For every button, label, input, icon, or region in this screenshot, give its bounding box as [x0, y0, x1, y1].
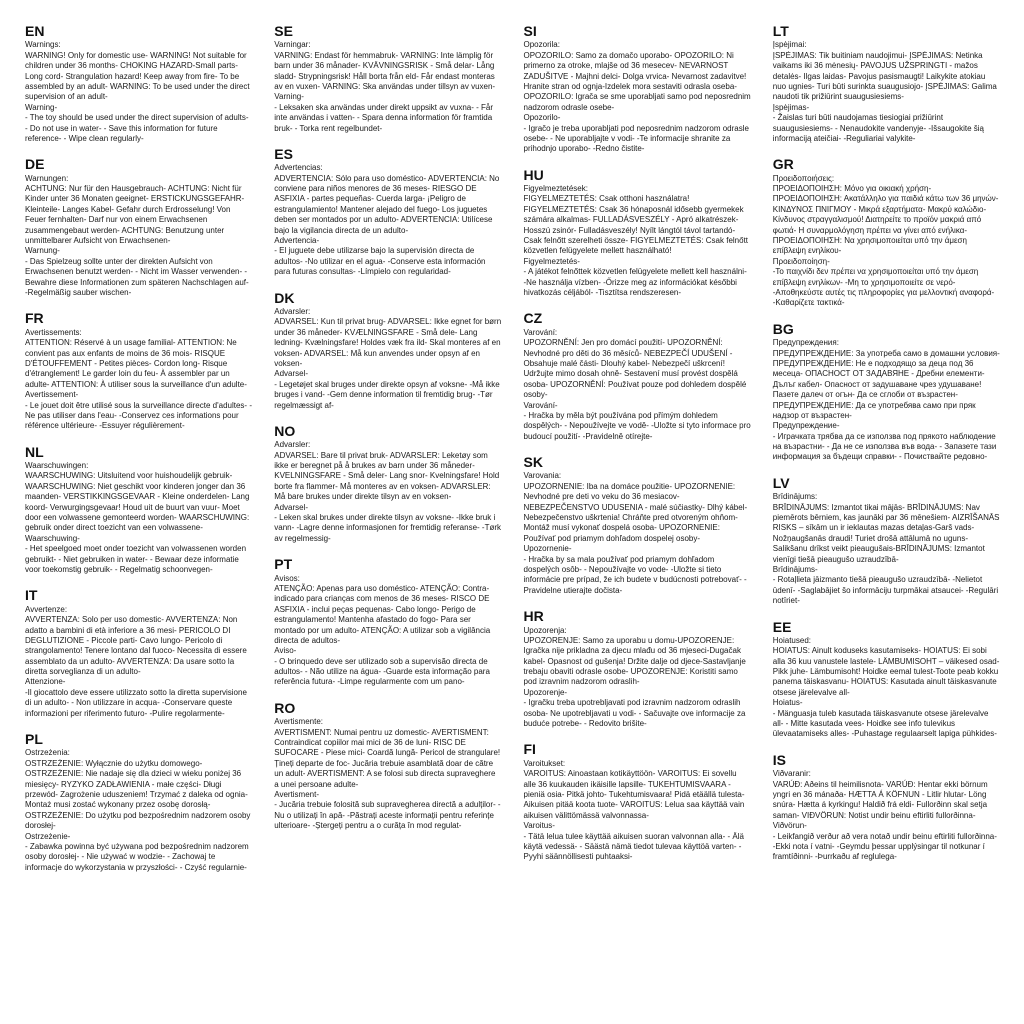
warning-paragraph: - The toy should be used under the direct supervision of adults- - Do not use in water- - Save this information for future reference- - Wipe clean regularly-	[25, 113, 249, 143]
language-section-it	[25, 588, 252, 719]
language-code-label: LT	[772, 23, 789, 39]
warning-paragraph: Aviso-	[274, 646, 297, 656]
language-section-ro	[274, 701, 501, 832]
column-4	[773, 24, 1000, 876]
language-section-is	[773, 753, 1000, 863]
warning-paragraph: WAARSCHUWING: Uitsluitend voor huishoudelijk gebruik- WAARSCHUWING: Niet geschikt voor kinderen jonger dan 36 maanden- VERSTIKKINGSGEVAAR - Kleine onderdelen- Lang koord- Verwurgingsgevaar! Houd uit de buurt van vuur- Moet door een volwassene gemonteerd worden- WAARSCHUWING: gebruik onder direct toezicht van een volwassene-	[25, 471, 250, 533]
language-section-lv	[773, 476, 1000, 607]
warning-paragraph: Warnung-	[25, 246, 60, 256]
section-title: Advertencias:	[274, 163, 323, 173]
language-section-lt	[773, 24, 1000, 144]
language-code-label: NL	[25, 443, 44, 460]
section-title: Varování:	[523, 327, 558, 337]
warning-paragraph: - A játékot felnőttek közvetlen felügyelete mellett kell használni- -Ne használja vízben- -Őrizze meg az információkat későbbi hivatkozás céljából- -Tisztítsa rendszeresen-	[523, 267, 747, 297]
warning-paragraph: AVERTISMENT: Numai pentru uz domestic- AVERTISMENT: Contraindicat copiilor mai mici de 36 de luni- RISC DE SUFOCARE - Piese mici- Coardă lungă- Pericol de strangulare! Țineți departe de foc- Jucăria trebuie asamblată doar de către un adult- AVERTISMENT: A se folosi sub directa supraveghere a unei persoane adulte-	[274, 727, 501, 789]
column-2	[274, 24, 501, 845]
section-title: Ostrzeżenia:	[25, 748, 70, 758]
warning-paragraph: - Igračku treba upotrebljavati pod izravnim nadzorom odraslih osoba- Ne upotrebljavati u vodi- - Sačuvajte ove informacije za buduće potrebe- - Redovito brišite-	[523, 698, 746, 729]
warning-paragraph: - Hračka by měla být používána pod přímým dohledem dospělých- - Nepoužívejte ve vodě- -Uložte si tyto informace pro budoucí použití- -Pravidelně otírejte-	[523, 410, 751, 441]
warning-paragraph: ATTENTION: Réservé à un usage familial- ATTENTION: Ne convient pas aux enfants de moins de 36 mois- RISQUE D'ÉTOUFFEMENT - Petites pièces- Cordon long- Risque d'étranglement! Le garder loin du feu- À assembler par un adulte- ATTENTION: À utiliser sous la surveillance d'un adulte-	[25, 338, 247, 389]
warning-paragraph: Advertencia-	[274, 236, 320, 246]
warning-paragraph: Varning-	[274, 92, 304, 102]
language-code-label: IS	[772, 751, 786, 768]
warning-paragraph: UPOZORNENIE: Iba na domáce použitie- UPOZORNENIE: Nevhodné pre deti vo veku do 36 mesiacov- NEBEZPEČENSTVO UDUSENIA - malé súčiastky- Dlhý kábel- Nebezpečenstvo uškrtenia! Chráňte pred otvoreným ohňom- Montáž musí vykonať dospelá osoba- UPOZORNENIE: Používať pod priamym dohľadom dospelej osoby-	[523, 481, 748, 543]
column-3	[524, 24, 751, 876]
warning-paragraph: Upozorenje-	[523, 687, 568, 697]
section-title: Varningar:	[274, 40, 311, 50]
warning-paragraph: - Le jouet doit être utilisé sous la surveillance directe d'adultes- -Ne pas utiliser dans l'eau- -Conservez ces informations pour référence ultérieure- -Essuyer régulièrement-	[25, 400, 252, 431]
warning-paragraph: Ostrzeżenie-	[25, 831, 71, 841]
section-title: Avvertenze:	[25, 604, 68, 614]
warning-paragraph: Figyelmeztetés-	[523, 256, 580, 266]
warning-paragraph: ΠΡΟΕΙΔΟΠΟΙΗΣΗ: Μόνο για οικιακή χρήση- ΠΡΟΕΙΔΟΠΟΙΗΣΗ: Ακατάλληλο για παιδιά κάτω των 36 μηνών- ΚΙΝΔΥΝΟΣ ΠΝΙΓΜΟΥ - Μικρά εξαρτήματα- Μακρύ καλώδιο- Κίνδυνος στραγγαλισμού! Διατηρείτε το προϊόν μακριά από φωτιά- Η συναρμολόγηση πρέπει να γίνει από ενήλικα- ΠΡΟΕΙΔΟΠΟΙΗΣΗ: Να χρησιμοποιείται υπό την άμεση επίβλεψη ενηλίκου-	[772, 184, 999, 256]
section-title: Waarschuwingen:	[25, 461, 89, 471]
language-section-de	[25, 157, 252, 298]
warning-paragraph: - Legetøjet skal bruges under direkte opsyn af voksne- -Må ikke bruges i vand- -Gem denne information til fremtidig brug- -Tør regelmæssigt af-	[274, 379, 500, 410]
warning-paragraph: - El juguete debe utilizarse bajo la supervisión directa de adultos- -No utilizar en el agua- -Conserve esta información para futuras consultas- -Límpielo con regularidad-	[274, 246, 486, 277]
language-code-label: EE	[772, 618, 792, 635]
language-code-label: NO	[274, 422, 296, 439]
warning-paragraph: ADVARSEL: Kun til privat brug- ADVARSEL: Ikke egnet for børn under 36 måneder- KVÆLNINGSFARE - Små dele- Lang ledning- Kvælningsfare! Holdes væk fra ild- Skal monteres af en voksen- ADVARSEL: Må kun anvendes under opsyn af en voksen-	[274, 317, 502, 368]
warning-paragraph: ATENÇÃO: Apenas para uso doméstico- ATENÇÃO: Contra-indicado para crianças com menos de 36 meses- RISCO DE ASFIXIA - inclui peças pequenas- Cabo longo- Perigo de estrangulamento! Mantenha afastado do fogo- Para ser montado por um adulto- ATENÇÃO: A utilizar sob a vigilância directa de adultos-	[274, 583, 491, 645]
warning-paragraph: - Leikfangið verður að vera notað undir beinu eftirliti fullorðinna- -Ekki nota í vatni- -Geymdu þessar upplýsingar til notkunar í framtíðinni- -Þurrkaðu af reglulega-	[772, 831, 997, 862]
warning-paragraph: ACHTUNG: Nur für den Hausgebrauch- ACHTUNG: Nicht für Kinder unter 36 Monaten geeignet- ERSTICKUNGSGEFAHR-Kleinteile- Langes Kabel- Gefahr durch Erdrosselung! Von Feuer fernhalten- Darf nur von einem Erwachsenen zusammengebaut werden- ACHTUNG: Benutzung unter unmittelbarer Aufsicht von Erwachsenen-	[25, 184, 245, 246]
section-title: Varoitukset:	[523, 758, 566, 768]
warning-paragraph: - Igračo je treba uporabljati pod neposrednim nadzorom odrasle osebe- - Ne uporabljajte v vodi- -Te informacije shranite za prihodnjo uporabo- -Redno čistite-	[523, 123, 749, 154]
language-code-label: BG	[772, 320, 794, 337]
language-code-label: FI	[523, 741, 536, 758]
warning-paragraph: - Hračka by sa mala používať pod priamym dohľadom dospelých osôb- - Nepoužívajte vo vode- -Uložte si tieto informácie pre prípad, že ich budete v budúcnosti potrebovať- -Pravidelne utierajte dočista-	[523, 554, 747, 595]
section-title: Opozorila:	[523, 40, 560, 50]
warning-paragraph: - Leksaken ska användas under direkt uppsikt av vuxna- - Får inte användas i vatten- - Spara denna information för framtida bruk- - Torka rent regelbundet-	[274, 102, 494, 133]
warning-paragraph: Advarsel-	[274, 502, 309, 512]
language-code-label: PL	[25, 731, 43, 748]
warning-paragraph: VAROITUS: Ainoastaan kotikäyttöön- VAROITUS: Ei sovellu alle 36 kuukauden ikäisille lapsille- TUKEHTUMISVAARA - pieniä osia- Pitkä johto- Tukehtumisvaara! Pidä etäällä tulesta- Aikuisen pitää koota tuote- VAROITUS: Lelua saa käyttää vain aikuisen välittömässä valvonnassa-	[523, 769, 745, 820]
warning-paragraph: - Rotaļlieta jāizmanto tiešā pieaugušo uzraudzībā- -Nelietot ūdenī- -Saglabājiet šo informāciju turpmākai atsaucei- -Regulāri notīriet-	[772, 575, 999, 606]
language-section-fi	[524, 742, 751, 862]
language-section-nl	[25, 445, 252, 576]
warning-paragraph: Įspėjimas-	[772, 102, 810, 112]
warning-paragraph: - Jucăria trebuie folosită sub supravegherea directă a adulților- - Nu o utilizați în apă- -Păstrați aceste informații pentru referințe ulterioare- -Ștergeți pentru a o curăța în mod regulat-	[274, 800, 501, 831]
language-code-label: SE	[274, 23, 293, 39]
warning-paragraph: BRĪDINĀJUMS: Izmantot tikai mājās- BRĪDINĀJUMS: Nav piemērots bērniem, kas jaunāki par 36 mēnešiem- AIZRĪŠANĀS RISKS – sīkām un ir ieklautas mazas detaļas-Garš vads- Nožņaugšanās draudi! Turiet drošā attālumā no uguns- Salikšanu drīkst veikt pieaugušais-BRĪDINĀJUMS: Izmantot vienīgi tiešā pieaugušo uzraudzībā-	[772, 502, 1000, 564]
language-section-pl	[25, 732, 252, 873]
warning-paragraph: Varoitus-	[523, 821, 555, 831]
warning-paragraph: WARNING! Only for domestic use- WARNING! Not suitable for children under 36 months- CHOKING HAZARD-Small parts- Long cord- Strangulation hazard! Keep away from fire- To be assembled by an adult- WARNING: To be used under the direct supervision of an adult-	[25, 50, 250, 102]
warning-paragraph: Advarsel-	[274, 369, 309, 379]
section-title: Advarsler:	[274, 440, 311, 450]
language-code-label: CZ	[523, 310, 543, 327]
warning-paragraph: Προειδοποίηση-	[772, 256, 830, 266]
section-title: Warnungen:	[25, 173, 69, 183]
warning-paragraph: ĮSPĖJIMAS: Tik buitiniam naudojimui- ĮSPĖJIMAS: Netinka vaikams iki 36 mėnesių- PAVOJUS UŽSPRINGTI - mažos detalės- Ilgas laidas- Pavojus pasismaugti! Laikykite atokiau nuo ugnies- Turi būti surinkta suaugusiojo- ĮSPĖJIMAS: Galima naudoti tik prižiūrint suaugusiesiems-	[772, 50, 997, 102]
warning-paragraph: - Das Spielzeug sollte unter der direkten Aufsicht von Erwachsenen benutzt werden- - Nicht im Wasser verwenden- -Bewahre diese Informationen zum späteren Nachschlagen auf- -Regelmäßig sauber wischen-	[25, 256, 249, 297]
language-section-dk	[274, 291, 501, 411]
warning-paragraph: AVVERTENZA: Solo per uso domestic- AVVERTENZA: Non adatto a bambini di età inferiore a 36 mesi- PERICOLO DI DEGLUTIZIONE - Piccole parti- Cavo lungo- Pericolo di strangolamento! Tenere lontano dal fuoco- Necessita di essere assemblato da un adulto- AVVERTENZA: Da usare sotto la diretta sorveglianza di un adulto-	[25, 615, 247, 677]
warning-paragraph: - Mänguasja tuleb kasutada täiskasvanute otsese järelevalve all- - Mitte kasutada vees- Hoidke see info tulevikus ülevaatamiseks alles- -Puhastage regulaarselt lapiga pühkides-	[772, 708, 997, 739]
warning-paragraph: Hoiatus-	[772, 698, 803, 708]
column-1	[25, 24, 252, 886]
language-section-pt	[274, 557, 501, 688]
language-code-label: EN	[25, 23, 45, 39]
warning-paragraph: ПРЕДУПРЕЖДЕНИЕ: За употреба само в домашни условия- ПРЕДУПРЕЖДЕНИЕ: Не е подходящо за деца под 36 месеца- ОПАСНОСТ ОТ ЗАДАВЯНЕ - Дребни елементи- Дълъг кабел- Опасност от задушаване чрез удушаване! Пазете далеч от огън- Да се сглоби от възрастен- ПРЕДУПРЕЖДЕНИЕ: Да се употребява само при пряк надзор от възрастен-	[772, 348, 1000, 420]
language-section-si	[524, 24, 751, 155]
language-section-gr	[773, 157, 1000, 308]
section-title: Hoiatused:	[772, 635, 811, 645]
warning-paragraph: - Играчката трябва да се използва под прякото наблюдение на възрастни- - Да не се използва във вода- - Запазете тази информация за бъдещи справки- - Почиствайте редовно-	[772, 431, 997, 462]
section-title: Brīdinājums:	[772, 492, 818, 502]
warning-paragraph: Warning-	[25, 102, 58, 112]
warning-paragraph: Varování-	[523, 400, 558, 410]
language-code-label: ES	[274, 145, 293, 162]
warning-paragraph: - Žaislas turi būti naudojamas tiesiogiai prižiūrint suaugusiesiems- - Nenaudokite vandenyje- -Išsaugokite šią informaciją ateičiai- -Reguliariai valykite-	[772, 113, 984, 143]
language-code-label: DE	[25, 156, 45, 173]
warning-paragraph: Brīdinājums-	[772, 564, 818, 574]
warning-paragraph: - Zabawka powinna być używana pod bezpośrednim nadzorem osoby dorosłej- - Nie używać w wodzie- - Zachowaj te informacje do wykorzystania w przyszłości- - Czyść regularnie-	[25, 841, 249, 872]
language-section-ee	[773, 620, 1000, 740]
warning-paragraph: Viðvörun-	[772, 821, 807, 831]
section-title: Advarsler:	[274, 306, 311, 316]
language-code-label: GR	[772, 156, 794, 173]
language-section-hr	[524, 609, 751, 729]
section-title: Warnings:	[25, 40, 61, 50]
language-section-se	[274, 24, 501, 134]
warning-paragraph: VARÚÐ: Aðeins til heimilisnota- VARÚÐ: Hentar ekki börnum yngri en 36 mánaða- HÆTTA Á KÖFNUN - Litlir hlutar- Löng snúra- Hætta á kyrkingu! Haldið frá eldi- Fullorðinn skal setja saman- VIÐVÖRUN: Notist undir beinu eftirliti fullorðinna-	[772, 779, 988, 820]
warning-paragraph: VARNING: Endast för hemmabruk- VARNING: Inte lämplig för barn under 36 månader- KVÄVNINGSRISK - Små delar- Lång sladd- Strypningsrisk! Håll borta från eld- Får endast monteras av en vuxen- VARNING: Ska användas under tillsyn av vuxen-	[274, 50, 496, 91]
language-code-label: HU	[523, 166, 544, 183]
warning-paragraph: OSTRZEŻENIE: Wyłącznie do użytku domowego- OSTRZEŻENIE: Nie nadaje się dla dzieci w wieku poniżej 36 miesięcy- RYZYKO ZADŁAWIENIA - małe części- Długi przewód- Zagrożenie uduszeniem! Trzymać z daleka od ognia- Montaż musi zostać wykonany przez osobę dorosłą- OSTRZEŻENIE: Do użytku pod bezpośrednim nadzorem osoby dorosłej-	[25, 758, 251, 831]
language-section-es	[274, 147, 501, 278]
section-title: Avertismente:	[274, 717, 324, 727]
warning-paragraph: FIGYELMEZTETÉS: Csak otthoni használatra! FIGYELMEZTETÉS: Csak 36 hónaposnál idősebb gyermekek számára alkalmas- FULLADÁSVESZÉLY - Apró alkatrészek- Hosszú zsinór- Fulladásveszély! Nyílt lángtól távol tartandó- Csak felnőtt szerelheti össze- FIGYELMEZTETÉS: Csak felnőtt közvetlen felügyelete mellett használható!	[523, 194, 749, 256]
warning-paragraph: Waarschuwing-	[25, 533, 80, 543]
section-title: Avertissements:	[25, 327, 82, 337]
language-code-label: HR	[523, 608, 544, 625]
language-code-label: PT	[274, 556, 293, 573]
language-code-label: DK	[274, 289, 295, 306]
language-code-label: SI	[523, 23, 537, 39]
warning-paragraph: -Il giocattolo deve essere utilizzato sotto la diretta supervisione di un adulto- - Non utilizzare in acqua- -Conservare queste informazioni per riferimento futuro- -Pulire regolarmente-	[25, 687, 247, 718]
warning-paragraph: UPOZORENJE: Samo za uporabu u domu-UPOZORENJE: Igračka nije prikladna za djecu mlađu od 36 mjeseci-Dugačak kabel- Opasnost od gušenja! Držite dalje od djece-Sastavljanje trebaju obaviti odrasle osobe- UPOZORENJE: Koristiti samo pod izravnim nadzorom odraslih-	[523, 635, 746, 687]
language-code-label: LV	[772, 474, 790, 491]
language-section-fr	[25, 311, 252, 431]
warning-paragraph: Avertissement-	[25, 390, 79, 400]
warning-paragraph: OPOZORILO: Samo za domačo uporabo- OPOZORILO: Ni primerno za otroke, mlajše od 36 mesecev- NEVARNOST ZADUŠITVE - Majhni delci- Dolga vrvica- Nevarnost zadavitve! Hranite stran od ognja-Izdelek mora sestaviti odrasla oseba- OPOZORILO: Igrača se sme uporabljati samo pod neposrednim nadzorom odrasle osebe-	[523, 50, 751, 112]
language-section-cz	[524, 311, 751, 442]
warning-paragraph: UPOZORNĚNÍ: Jen pro domácí použití- UPOZORNĚNÍ: Nevhodné pro děti do 36 měsíců- NEBEZPEČÍ UDUŠENÍ - Obsahuje malé části- Dlouhý kabel- Nebezpečí uškrcení! Udržujte mimo dosah ohně- Sestavení musí provést dospělá osoba- UPOZORNĚNÍ: Používat pouze pod dohledem dospělé osoby-	[523, 338, 747, 400]
warning-paragraph: Attenzione-	[25, 677, 66, 687]
warning-paragraph: HOIATUS: Ainult koduseks kasutamiseks- HOIATUS: Ei sobi alla 36 kuu vanustele lastele- LÄMBUMISOHT – väikesed osad- Pikk juhe- Lämbumisoht! Hoidke eemal tulest-Toote peab kokku panema täiskasvanu- HOIATUS: Kasutada ainult täiskasvanute otsese järelevalve all-	[772, 646, 1000, 697]
section-title: Įspėjimai:	[772, 40, 807, 50]
language-code-label: FR	[25, 310, 44, 327]
language-section-no	[274, 424, 501, 544]
warning-paragraph: Upozornenie-	[523, 544, 572, 554]
section-title: Viðvaranir:	[772, 769, 811, 779]
warning-paragraph: -Το παιχνίδι δεν πρέπει να χρησιμοποιείται υπό την άμεση επίβλεψη ενηλίκων- -Μη το χρησιμοποιείτε σε νερό- -Αποθηκεύστε αυτές τις πληροφορίες για μελλοντική αναφορά- -Καθαρίζετε τακτικά-	[772, 267, 995, 308]
section-title: Figyelmeztetések:	[523, 184, 588, 194]
warning-paragraph: - O brinquedo deve ser utilizado sob a supervisão directa de adultos- - Não utilize na água- -Guarde esta informação para referência futura- -Limpe regularmente com um pano-	[274, 656, 490, 687]
language-section-bg	[773, 322, 1000, 463]
warning-paragraph: ADVERTENCIA: Sólo para uso doméstico- ADVERTENCIA: No conviene para niños menores de 36 meses- RIESGO DE ASFIXIA - partes pequeñas- Cuerda larga- ¡Peligro de estrangulamiento! Mantener alejado del fuego- Los juguetes deben ser montados por un adulto- ADVERTENCIA: Utilícese bajo la vigilancia directa de un adulto-	[274, 173, 500, 235]
warning-paragraph: ADVARSEL: Bare til privat bruk- ADVARSLER: Leketøy som ikke er beregnet på å brukes av barn under 36 måneder- KVELNINGSFARE - Små deler- Lang snor- Kvelningsfare! Hold borte fra flammer- Må monteres av en voksen- ADVARSLER: Må bare brukes under direkte tilsyn av en voksen-	[274, 450, 500, 502]
warning-paragraph: - Het speelgoed moet onder toezicht van volwassenen worden gebruikt- - Niet gebruiken in water- - Bewaar deze informatie voor toekomstig gebruik- - Regelmatig schoonvegen-	[25, 544, 247, 574]
language-code-label: IT	[25, 587, 38, 604]
section-title: Προειδοποιήσεις:	[772, 173, 835, 183]
warning-paragraph: Предупреждение-	[772, 421, 840, 431]
section-title: Upozorenja:	[523, 625, 567, 635]
warning-paragraph: - Tätä lelua tulee käyttää aikuisen suoran valvonnan alla- - Älä käytä vedessä- - Säästä nämä tiedot tulevaa käyttöä varten- - Pyyhi säännöllisesti puhtaaksi-	[523, 831, 744, 862]
language-section-hu	[524, 168, 751, 299]
language-section-en	[25, 24, 252, 144]
warning-paragraph: Avertisment-	[274, 790, 320, 799]
warning-paragraph: Opozorilo-	[523, 113, 561, 123]
section-title: Avisos:	[274, 573, 300, 583]
language-code-label: RO	[274, 699, 296, 716]
language-section-sk	[524, 455, 751, 596]
section-title: Varovania:	[523, 471, 562, 481]
section-title: Предупреждения:	[772, 338, 839, 348]
warning-paragraph: - Leken skal brukes under direkte tilsyn av voksne- -Ikke bruk i vann- -Lagre denne informasjonen for fremtidig referanse- -Tørk av regelmessig-	[274, 513, 502, 543]
language-code-label: SK	[523, 454, 543, 471]
